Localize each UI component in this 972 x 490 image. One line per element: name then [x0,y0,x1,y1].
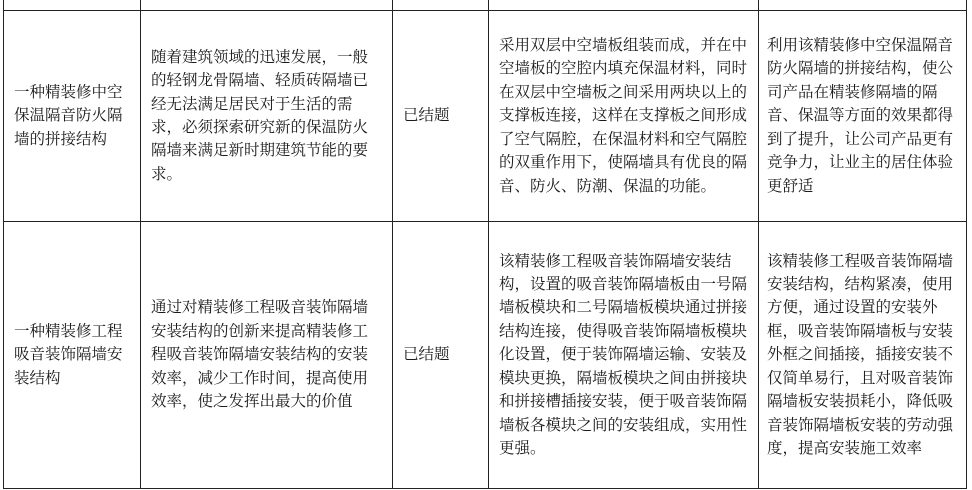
project-background: 随着建筑领域的迅速发展，一般的轻钢龙骨隔墙、轻质砖隔墙已经无法满足居民对于生活的需求，必须探索研究新的保温防火隔墙来满足新时期建筑节能的要求。 [151,47,369,183]
project-content: 采用双层中空墙板组装而成，并在中空墙板的空腔内填充保温材料，同时在双层中空墙板之间采用两块以上的支撑板连接，这样在支撑板之间形成了空气隔腔，在保温材料和空气隔腔的双重作用下，使隔墙具有优良的隔音、防火、防潮、保温的功能。 [499,36,748,195]
project-background-cell [141,11,393,222]
table-cell [393,0,489,11]
project-background: 通过对精装修工程吸音装饰隔墙安装结构的创新来提高精装修工程吸音装饰隔墙安装结构的安装效率，减少工作时间，提高使用效率，使之发挥出最大的价值 [151,298,369,411]
project-content-cell [489,222,759,489]
table-cell [489,0,759,11]
table-cell [141,0,393,11]
table-cell [4,0,141,11]
project-effect: 该精装修工程吸音装饰隔墙安装结构，结构紧凑，使用方便，通过设置的安装外框，吸音装饰隔墙板与安装外框之间插接，插接安装不仅简单易行，且对吸音装饰隔墙板安装损耗小，降低吸音装饰隔墙板安装的劳动强度，提高安装施工效率 [767,251,954,457]
project-table [3,0,967,489]
project-name-cell [4,222,141,489]
project-name: 一种精装修中空保温隔音防火隔墙的拼接结构 [14,82,123,148]
project-name: 一种精装修工程吸音装饰隔墙安装结构 [14,321,123,387]
project-status: 已结题 [403,345,450,364]
project-content: 该精装修工程吸音装饰隔墙安装结构，设置的吸音装饰隔墙板由一号隔墙板模块和二号隔墙板模块通过拼接结构连接，使得吸音装饰隔墙板模块化设置，便于装饰隔墙运输、安装及模块更换，隔墙板模块之间由拼接块和拼接槽插接安装，便于吸音装饰隔墙板各模块之间的安装组成，实用性更强。 [499,251,748,457]
project-effect-cell [759,11,967,222]
table-row-partial [4,0,967,11]
table-cell [759,0,967,11]
project-effect: 利用该精装修中空保温隔音防火隔墙的拼接结构，使公司产品在精装修隔墙的隔音、保温等方面的效果都得到了提升，让公司产品更有竞争力，让业主的居住体验更舒适 [767,36,954,195]
project-name-cell [4,11,141,222]
project-effect-cell [759,222,967,489]
table-row [4,222,967,489]
table-row [4,11,967,222]
project-status-cell [393,11,489,222]
project-status: 已结题 [403,106,450,125]
project-background-cell [141,222,393,489]
project-status-cell [393,222,489,489]
project-content-cell [489,11,759,222]
